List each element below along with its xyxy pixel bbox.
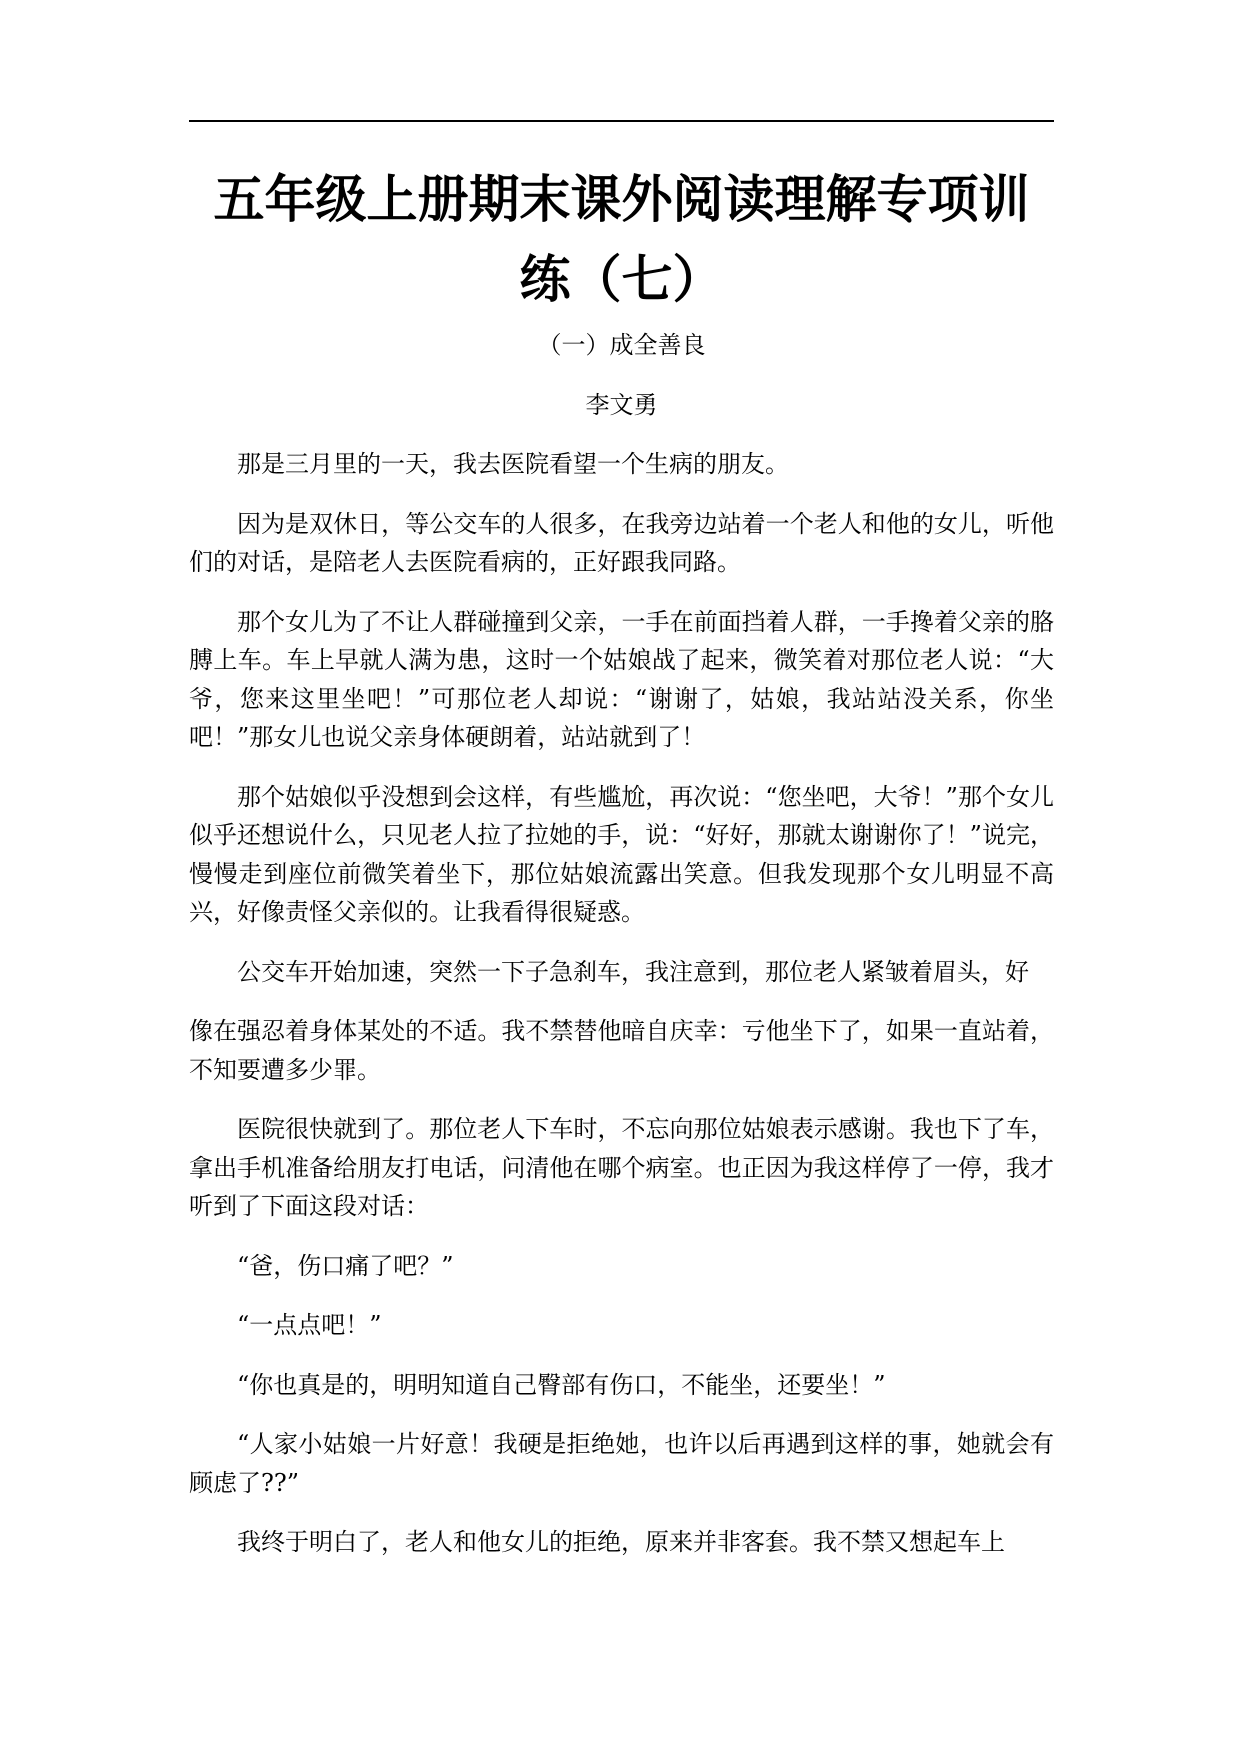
paragraph: 因为是双休日，等公交车的人很多，在我旁边站着一个老人和他的女儿，听他们的对话，是陪老人去医院看病的，正好跟我同路。 — [189, 509, 1054, 576]
dialogue-line: “人家小姑娘一片好意！我硬是拒绝她，也许以后再遇到这样的事，她就会有顾虑了??” — [189, 1430, 1054, 1497]
article-body — [189, 445, 1054, 1583]
paragraph: 公交车开始加速，突然一下子急刹车，我注意到，那位老人紧皱着眉头，好 — [237, 957, 1029, 986]
paragraph-continuation: 像在强忍着身体某处的不适。我不禁替他暗自庆幸：亏他坐下了，如果一直站着，不知要遭多少罪。 — [189, 1017, 1054, 1084]
dialogue-line: “一点点吧！” — [237, 1311, 382, 1339]
dialogue-line: “爸，伤口痛了吧？” — [237, 1251, 454, 1280]
paragraph: 那是三月里的一天，我去医院看望一个生病的朋友。 — [237, 450, 789, 478]
section-heading: （一）成全善良 — [537, 331, 706, 359]
paragraph: 那个姑娘似乎没想到会这样，有些尴尬，再次说：“您坐吧，大爷！”那个女儿似乎还想说什么，只见老人拉了拉她的手，说：“好好，那就太谢谢你了！”说完，慢慢走到座位前微笑着坐下，那位姑娘流露出笑意。但我发现那个女儿明显不高兴，好像责怪父亲似的。让我看得很疑惑。 — [189, 782, 1054, 926]
page-title: 五年级上册期末课外阅读理解专项训练（七） — [213, 170, 1030, 310]
paragraph: 我终于明白了，老人和他女儿的拒绝，原来并非客套。我不禁又想起车上 — [237, 1528, 1005, 1556]
author-name: 李文勇 — [585, 391, 658, 419]
dialogue-line: “你也真是的，明明知道自己臀部有伤口，不能坐，还要坐！” — [237, 1370, 886, 1399]
paragraph: 医院很快就到了。那位老人下车时，不忘向那位姑娘表示感谢。我也下了车，拿出手机准备给朋友打电话，问清他在哪个病室。也正因为我这样停了一停，我才听到了下面这段对话： — [189, 1115, 1054, 1220]
header-rule — [189, 120, 1054, 122]
paragraph: 那个女儿为了不让人群碰撞到父亲，一手在前面挡着人群，一手搀着父亲的胳膊上车。车上早就人满为患，这时一个姑娘战了起来，微笑着对那位老人说：“大爷，您来这里坐吧！”可那位老人却说：“谢谢了，姑娘，我站站没关系，你坐吧！”那女儿也说父亲身体硬朗着，站站就到了！ — [189, 607, 1054, 751]
